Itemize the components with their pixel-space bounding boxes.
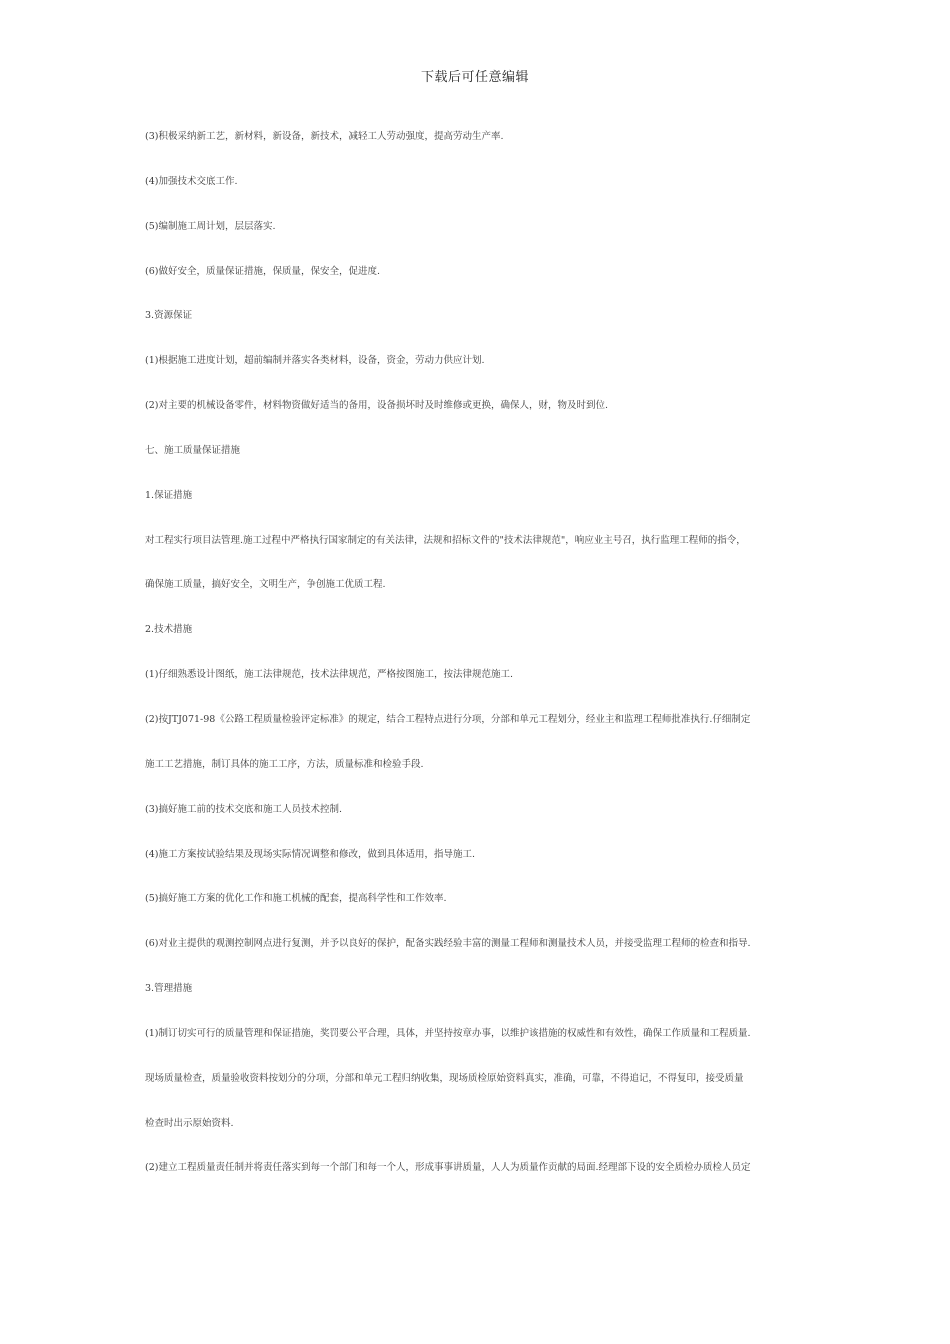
paragraph-line: (4)施工方案按试验结果及现场实际情况调整和修改，做到具体适用，指导施工. <box>145 848 475 860</box>
paragraph-line: (3)搞好施工前的技术交底和施工人员技术控制. <box>145 803 342 815</box>
paragraph-line: (5)搞好施工方案的优化工作和施工机械的配套，提高科学性和工作效率. <box>145 893 447 905</box>
paragraph-line: 对工程实行项目法管理.施工过程中严格执行国家制定的有关法律，法规和招标文件的"技术法律规范"，响应业主号召，执行监理工程师的指令， <box>145 534 746 546</box>
section-heading: 1.保证措施 <box>145 489 193 501</box>
paragraph-line: (6)做好安全，质量保证措施，保质量，保安全，促进度. <box>145 265 380 277</box>
section-heading: 3.管理措施 <box>145 983 193 995</box>
section-heading: 2.技术措施 <box>145 624 193 636</box>
paragraph-line: 现场质量检查，质量验收资料按划分的分项，分部和单元工程归纳收集，现场质检原始资料真实，准确，可靠，不得追记，不得复印，接受质量 <box>145 1072 744 1084</box>
page-header: 下载后可任意编辑 <box>420 70 529 85</box>
paragraph-line: (1)根据施工进度计划，超前编制并落实各类材料，设备，资金，劳动力供应计划. <box>145 355 485 367</box>
chapter-heading: 七、施工质量保证措施 <box>145 444 241 456</box>
document-body <box>145 128 815 1204</box>
paragraph-line: 确保施工质量，搞好安全，文明生产，争创施工优质工程. <box>145 579 386 591</box>
paragraph-line: (6)对业主提供的观测控制网点进行复测，并予以良好的保护，配备实践经验丰富的测量工程师和测量技术人员，并接受监理工程师的检查和指导. <box>145 938 751 950</box>
section-heading: 3.资源保证 <box>145 310 193 322</box>
paragraph-line: (1)仔细熟悉设计图纸，施工法律规范，技术法律规范，严格按图施工，按法律规范施工. <box>145 669 513 681</box>
paragraph-line: 施工工艺措施，制订具体的施工工序，方法，质量标准和检验手段. <box>145 758 424 770</box>
paragraph-line: (1)制订切实可行的质量管理和保证措施，奖罚要公平合理，具体，并坚持按章办事，以维护该措施的权威性和有效性，确保工作质量和工程质量. <box>145 1027 751 1039</box>
paragraph-line: (4)加强技术交底工作. <box>145 175 238 187</box>
paragraph-line: (2)按JTJ071-98《公路工程质量检验评定标准》的规定，结合工程特点进行分项，分部和单元工程划分，经业主和监理工程师批准执行.仔细制定 <box>145 713 751 725</box>
paragraph-line: (2)对主要的机械设备零件，材料物资做好适当的备用，设备损坏时及时维修或更换，确保人，财，物及时到位. <box>145 400 608 412</box>
paragraph-line: (3)积极采纳新工艺，新材料，新设备，新技术，减轻工人劳动强度，提高劳动生产率. <box>145 131 504 142</box>
paragraph-line: (5)编制施工周计划，层层落实. <box>145 220 276 232</box>
paragraph-line: 检查时出示原始资料. <box>145 1117 234 1129</box>
paragraph-line: (2)建立工程质量责任制并将责任落实到每一个部门和每一个人，形成事事讲质量，人人为质量作贡献的局面.经理部下设的安全质检办质检人员定 <box>145 1162 751 1174</box>
